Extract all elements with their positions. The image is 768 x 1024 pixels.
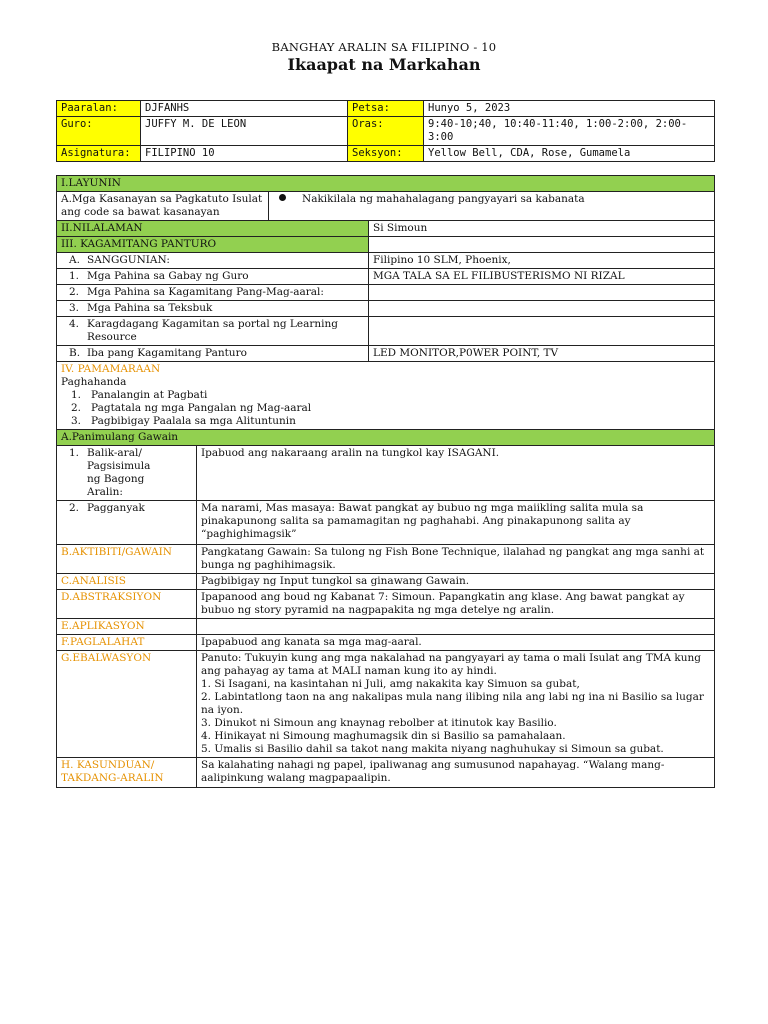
iba-pang-num: B.: [69, 347, 81, 359]
paghahanda-list: [61, 389, 710, 428]
paglalahat-label: F.PAGLALAHAT: [57, 635, 197, 651]
pamamaraan-heading: IV. PAMAMARAAN: [61, 363, 161, 375]
seksyon-value: Yellow Bell, CDA, Rose, Gumamela: [424, 146, 715, 162]
sanggunian-cell: [57, 253, 369, 269]
kagamitan-heading: III. KAGAMITANG PANTURO: [57, 237, 369, 253]
abstraksiyon-label: D.ABSTRAKSIYON: [57, 590, 197, 619]
paghahanda-label: Paghahanda: [61, 376, 127, 388]
list-item: [65, 389, 710, 402]
pagganyak-label: Pagganyak: [87, 502, 145, 514]
panimulang-row: [57, 430, 715, 446]
resource-value: [369, 285, 715, 301]
balik-aral-num: 1.: [69, 447, 80, 459]
oras-value: 9:40-10;40, 10:40-11:40, 1:00-2:00, 2:00-3:00: [424, 117, 715, 146]
kasunduan-value: Sa kalahating nahagi ng papel, ipaliwanag ang sumusunod napahayag. “Walang mang-aalipinkung walang magpapaalipin.: [197, 758, 715, 788]
bullet-icon: [279, 194, 286, 201]
kasanayan-value: Nakikilala ng mahahalagang pangyayari sa kabanata: [302, 193, 585, 205]
analisis-row: [57, 574, 715, 590]
sanggunian-num: A.: [69, 254, 80, 266]
ebalwasyon-cell: [197, 651, 715, 758]
resource-label: Mga Pahina sa Gabay ng Guro: [87, 270, 249, 282]
ebalwasyon-item: 3. Dinukot ni Simoun ang knaynag rebolber at itinutok kay Basilio.: [201, 717, 557, 729]
lesson-plan-table: [56, 175, 715, 788]
paglalahat-row: [57, 635, 715, 651]
resource-cell: [57, 285, 369, 301]
ebalwasyon-row: [57, 651, 715, 758]
petsa-label: Petsa:: [348, 101, 424, 117]
ebalwasyon-instruction: Panuto: Tukuyin kung ang mga nakalahad na pangyayari ay tama o mali Isulat ang TMA kung ang pahayag ay tama at MALI naman kung ito ay hindi.: [201, 652, 701, 677]
resource-num: 2.: [69, 286, 80, 298]
sanggunian-label: SANGGUNIAN:: [87, 254, 170, 266]
ebalwasyon-item: 2. Labintatlong taon na ang nakalipas mula nang ilibing nila ang labi ng ina ni Basilio sa lugar na iyon.: [201, 691, 704, 716]
paaralan-label: Paaralan:: [57, 101, 141, 117]
aktibiti-row: [57, 545, 715, 574]
pamamaraan-row: [57, 362, 715, 430]
pagganyak-num: 2.: [69, 502, 80, 514]
resource-cell: [57, 301, 369, 317]
resource-value: MGA TALA SA EL FILIBUSTERISMO NI RIZAL: [369, 269, 715, 285]
balik-aral-value: Ipabuod ang nakaraang aralin na tungkol kay ISAGANI.: [197, 446, 715, 501]
pagganyak-cell: [57, 501, 197, 545]
item-num: 2.: [71, 402, 82, 414]
seksyon-label: Seksyon:: [348, 146, 424, 162]
guro-value: JUFFY M. DE LEON: [141, 117, 348, 146]
balik-aral-row: [57, 446, 715, 501]
nilalaman-heading: II.NILALAMAN: [57, 221, 369, 237]
analisis-label: C.ANALISIS: [57, 574, 197, 590]
paaralan-value: DJFANHS: [141, 101, 348, 117]
list-item: [65, 402, 710, 415]
resource-row: [57, 317, 715, 346]
balik-aral-label: Balik-aral/ Pagsisimula ng Bagong Aralin:: [87, 447, 151, 498]
kasanayan-cell: [269, 192, 715, 221]
panimulang-heading: A.Panimulang Gawain: [57, 430, 715, 446]
resource-value: [369, 317, 715, 346]
iba-pang-row: [57, 346, 715, 362]
pamamaraan-cell: [57, 362, 715, 430]
aktibiti-label: B.AKTIBITI/GAWAIN: [57, 545, 197, 574]
paglalahat-value: Ipapabuod ang kanata sa mga mag-aaral.: [197, 635, 715, 651]
info-row-paaralan: [57, 101, 715, 117]
resource-label: Mga Pahina sa Kagamitang Pang-Mag-aaral:: [87, 286, 324, 298]
analisis-value: Pagbibigay ng Input tungkol sa ginawang Gawain.: [197, 574, 715, 590]
resource-num: 1.: [69, 270, 80, 282]
ebalwasyon-label: G.EBALWASYON: [57, 651, 197, 758]
aplikasyon-label: E.APLIKASYON: [57, 619, 197, 635]
ebalwasyon-item: 5. Umalis si Basilio dahil sa takot nang makita niyang naghuhukay si Simoun sa gubat.: [201, 743, 664, 755]
layunin-row: [57, 176, 715, 192]
kasunduan-row: [57, 758, 715, 788]
asignatura-value: FILIPINO 10: [141, 146, 348, 162]
document-title: Ikaapat na Markahan: [287, 55, 481, 74]
info-row-asignatura: [57, 146, 715, 162]
resource-row: [57, 269, 715, 285]
info-row-guro: [57, 117, 715, 146]
document-subtitle: BANGHAY ARALIN SA FILIPINO - 10: [271, 40, 497, 54]
asignatura-label: Asignatura:: [57, 146, 141, 162]
item-text: Panalangin at Pagbati: [91, 389, 208, 401]
kagamitan-value: [369, 237, 715, 253]
list-item: [65, 415, 710, 428]
resource-num: 4.: [69, 318, 80, 330]
resource-label: Karagdagang Kagamitan sa portal ng Learning Resource: [87, 318, 338, 343]
layunin-heading: I.LAYUNIN: [57, 176, 715, 192]
nilalaman-row: [57, 221, 715, 237]
iba-pang-cell: [57, 346, 369, 362]
sanggunian-value: Filipino 10 SLM, Phoenix,: [369, 253, 715, 269]
pagganyak-value: Ma narami, Mas masaya: Bawat pangkat ay bubuo ng mga maiikling salita mula sa pinakapunong salita sa pamamagitan ng paghahabi. Ang pinakapunong salita ay “paghighimagsik”: [197, 501, 715, 545]
aktibiti-value: Pangkatang Gawain: Sa tulong ng Fish Bone Technique, ilalahad ng pangkat ang mga sanhi at bunga ng paghihimagsik.: [197, 545, 715, 574]
ebalwasyon-item: 4. Hinikayat ni Simoung maghumagsik din si Basilio sa pamahalaan.: [201, 730, 566, 742]
sanggunian-row: [57, 253, 715, 269]
balik-aral-cell: [57, 446, 197, 501]
item-text: Pagtatala ng mga Pangalan ng Mag-aaral: [91, 402, 312, 414]
iba-pang-value: LED MONITOR,P0WER POINT, TV: [369, 346, 715, 362]
abstraksiyon-row: [57, 590, 715, 619]
kasunduan-label: H. KASUNDUAN/ TAKDANG-ARALIN: [57, 758, 197, 788]
item-num: 1.: [71, 389, 82, 401]
ebalwasyon-item: 1. Si Isagani, na kasintahan ni Juli, amg nakakita kay Simuon sa gubat,: [201, 678, 580, 690]
resource-label: Mga Pahina sa Teksbuk: [87, 302, 213, 314]
petsa-value: Hunyo 5, 2023: [424, 101, 715, 117]
iba-pang-label: Iba pang Kagamitang Panturo: [87, 347, 247, 359]
resource-num: 3.: [69, 302, 80, 314]
abstraksiyon-value: Ipapanood ang boud ng Kabanat 7: Simoun. Papangkatin ang klase. Ang bawat pangkat ay bubuo ng story pyramid na nagpapakita ng mga detelye ng aralin.: [197, 590, 715, 619]
item-text: Pagbibigay Paalala sa mga Alituntunin: [91, 415, 296, 427]
oras-label: Oras:: [348, 117, 424, 146]
nilalaman-value: Si Simoun: [369, 221, 715, 237]
info-table: [56, 100, 715, 162]
resource-row: [57, 301, 715, 317]
kasanayan-label: A.Mga Kasanayan sa Pagkatuto Isulat ang code sa bawat kasanayan: [57, 192, 269, 221]
guro-label: Guro:: [57, 117, 141, 146]
aplikasyon-value: [197, 619, 715, 635]
resource-row: [57, 285, 715, 301]
kagamitan-row: [57, 237, 715, 253]
resource-value: [369, 301, 715, 317]
kasanayan-row: [57, 192, 715, 221]
pagganyak-row: [57, 501, 715, 545]
resource-cell: [57, 269, 369, 285]
aplikasyon-row: [57, 619, 715, 635]
item-num: 3.: [71, 415, 82, 427]
resource-cell: [57, 317, 369, 346]
